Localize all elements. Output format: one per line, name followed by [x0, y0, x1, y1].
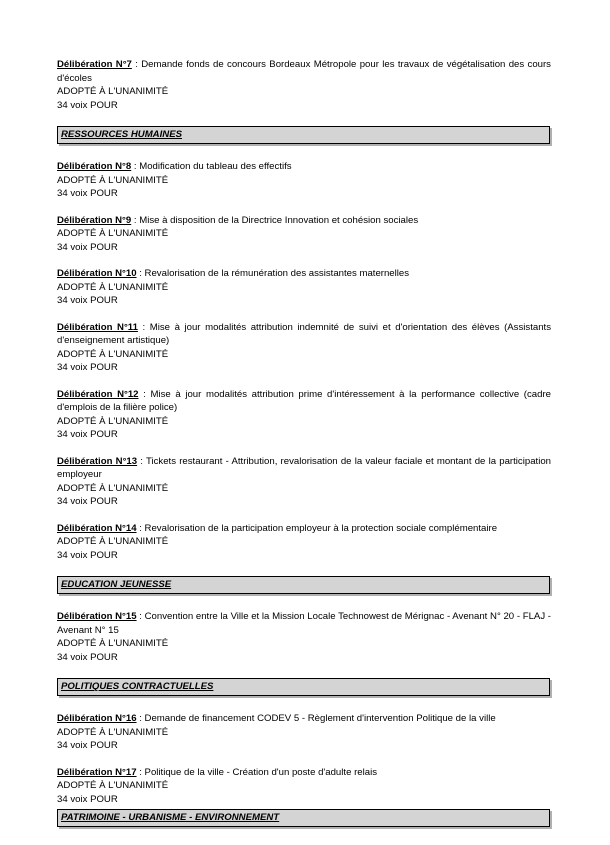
deliberation-14: [57, 522, 551, 563]
deliberation-text: : Mise à disposition de la Directrice Innovation et cohésion sociales: [131, 214, 419, 226]
deliberation-label: Délibération N°8: [57, 161, 132, 172]
deliberation-count: 34 voix POUR: [57, 99, 118, 111]
deliberation-title: [57, 610, 551, 637]
deliberation-7: [57, 58, 551, 112]
deliberation-16: [57, 712, 551, 753]
deliberation-count: 34 voix POUR: [57, 295, 118, 306]
deliberation-text: : Politique de la ville - Création d'un poste d'adulte relais: [136, 766, 377, 778]
deliberation-15: [57, 610, 551, 664]
deliberation-vote: ADOPTÉ À L'UNANIMITÉ: [57, 174, 169, 186]
deliberation-text: : Mise à jour modalités attribution prime d'intéressement à la performance collective (cadre d'emplois de la filière police): [57, 388, 551, 413]
deliberation-title: [57, 214, 551, 228]
deliberation-title: [57, 388, 551, 415]
deliberation-12: [57, 388, 551, 442]
deliberation-label: Délibération N°10: [57, 268, 137, 279]
deliberation-vote: ADOPTÉ À L'UNANIMITÉ: [57, 228, 169, 239]
deliberation-vote: ADOPTÉ À L'UNANIMITÉ: [57, 780, 169, 791]
deliberation-11: [57, 321, 551, 375]
deliberation-count: 34 voix POUR: [57, 429, 118, 440]
deliberation-text: : Tickets restaurant - Attribution, revalorisation de la valeur faciale et montant de la participation employeur: [57, 455, 551, 480]
section-header: RESSOURCES HUMAINES: [57, 126, 550, 144]
deliberation-vote: ADOPTÉ À L'UNANIMITÉ: [57, 86, 169, 97]
deliberation-text: : Demande de financement CODEV 5 - Règlement d'intervention Politique de la ville: [136, 713, 496, 724]
deliberation-count: 34 voix POUR: [57, 793, 118, 805]
deliberation-17: [57, 766, 551, 807]
deliberation-8: [57, 160, 551, 201]
deliberation-title: [57, 58, 551, 85]
deliberation-label: Délibération N°15: [57, 611, 137, 622]
deliberation-count: 34 voix POUR: [57, 241, 118, 253]
deliberation-vote: ADOPTÉ À L'UNANIMITÉ: [57, 415, 169, 427]
deliberation-label: Délibération N°17: [57, 766, 137, 778]
deliberation-title: [57, 712, 551, 726]
deliberation-text: : Mise à jour modalités attribution indemnité de suivi et d'orientation des élèves (Assistants d'enseignement artistique): [57, 321, 552, 346]
deliberation-10: [57, 267, 551, 308]
deliberation-text: : Revalorisation de la rémunération des assistantes maternelles: [136, 268, 410, 279]
deliberation-label: Délibération N°9: [57, 214, 132, 226]
deliberation-text: : Convention entre la Ville et la Mission Locale Technowest de Mérignac - Avenant N° 20 - FLAJ - Avenant N° 15: [57, 611, 552, 636]
deliberation-13: [57, 455, 551, 509]
deliberation-vote: ADOPTÉ À L'UNANIMITÉ: [57, 726, 169, 738]
deliberation-title: [57, 321, 551, 348]
deliberation-title: [57, 267, 551, 281]
deliberation-label: Délibération N°11: [57, 321, 138, 333]
deliberations-list: [57, 58, 551, 827]
deliberation-vote: ADOPTÉ À L'UNANIMITÉ: [57, 536, 169, 547]
deliberation-vote: ADOPTÉ À L'UNANIMITÉ: [57, 348, 169, 360]
deliberation-label: Délibération N°13: [57, 455, 138, 467]
deliberation-label: Délibération N°7: [57, 59, 132, 70]
deliberation-title: [57, 522, 551, 536]
deliberation-count: 34 voix POUR: [57, 651, 118, 663]
section-header: POLITIQUES CONTRACTUELLES: [57, 678, 550, 696]
deliberation-title: [57, 766, 551, 780]
deliberation-count: 34 voix POUR: [57, 549, 118, 561]
deliberation-count: 34 voix POUR: [57, 496, 118, 507]
deliberation-label: Délibération N°14: [57, 522, 137, 534]
deliberation-title: [57, 455, 551, 482]
deliberation-text: : Modification du tableau des effectifs: [131, 161, 292, 172]
deliberation-text: : Demande fonds de concours Bordeaux Métropole pour les travaux de végétalisation des cours d'écoles: [57, 59, 551, 84]
deliberation-count: 34 voix POUR: [57, 740, 118, 751]
deliberation-count: 34 voix POUR: [57, 362, 118, 373]
deliberation-title: [57, 160, 551, 174]
deliberation-label: Délibération N°16: [57, 713, 137, 724]
deliberation-text: : Revalorisation de la participation employeur à la protection sociale complémentaire: [136, 522, 498, 534]
deliberation-label: Délibération N°12: [57, 388, 139, 400]
deliberation-vote: ADOPTÉ À L'UNANIMITÉ: [57, 638, 169, 649]
section-header: PATRIMOINE - URBANISME - ENVIRONNEMENT: [57, 809, 550, 827]
deliberation-vote: ADOPTÉ À L'UNANIMITÉ: [57, 482, 169, 494]
deliberation-count: 34 voix POUR: [57, 188, 118, 199]
section-header: EDUCATION JEUNESSE: [57, 576, 550, 594]
deliberation-vote: ADOPTÉ À L'UNANIMITÉ: [57, 281, 169, 293]
deliberation-9: [57, 214, 551, 255]
